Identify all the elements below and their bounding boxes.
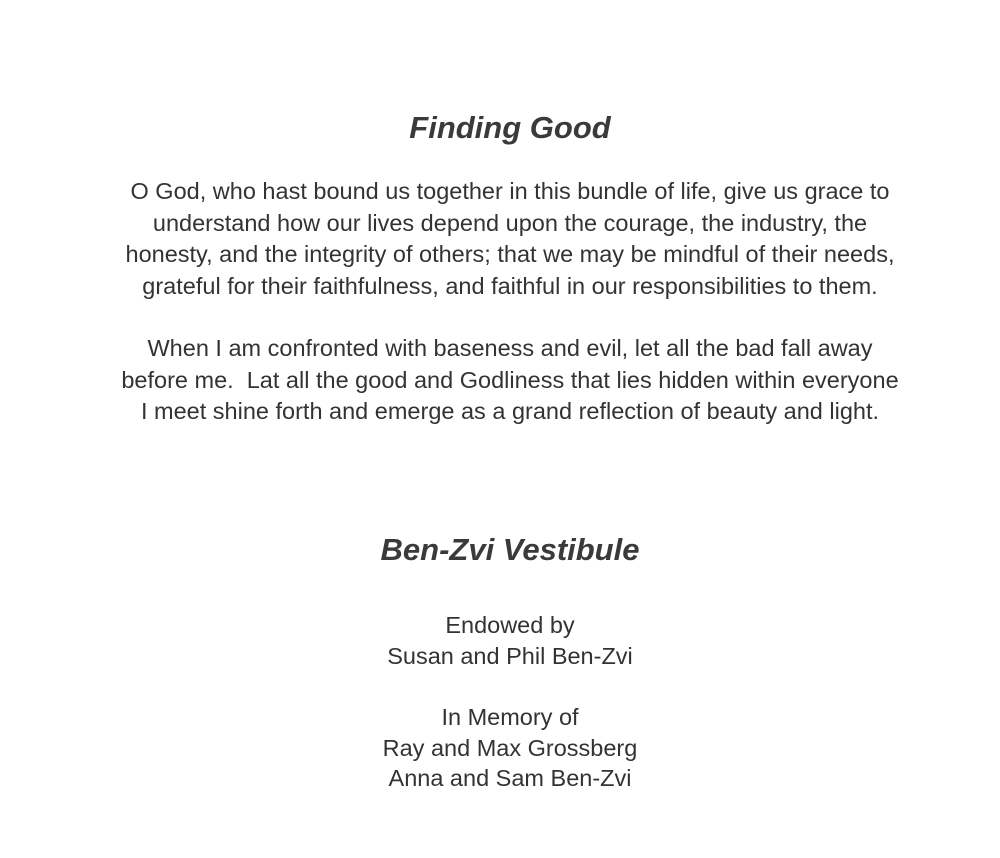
donor-names: Susan and Phil Ben-Zvi: [387, 642, 633, 669]
prayer-line: before me. Lat all the good and Godliness that lies hidden within everyone: [121, 366, 899, 393]
memory-label: In Memory of: [441, 704, 579, 730]
endowed-by-block: [10, 610, 1000, 671]
prayer-line: I meet shine forth and emerge as a grand reflection of beauty and light.: [140, 398, 880, 424]
prayer-line: When I am confronted with baseness and evil, let all the bad fall away: [147, 335, 873, 361]
memorial-names: Ray and Max Grossberg: [382, 734, 638, 761]
prayer-line: grateful for their faithfulness, and faithful in our responsibilities to them.: [142, 272, 878, 299]
in-memory-block: [10, 702, 1000, 794]
prayer-paragraph-1: [10, 176, 1000, 302]
prayer-paragraph-2: [10, 333, 1000, 428]
prayer-title: Finding Good: [409, 110, 611, 145]
vestibule-title: Ben-Zvi Vestibule: [380, 532, 640, 567]
prayer-line: honesty, and the integrity of others; that we may be mindful of their needs,: [125, 241, 895, 267]
prayer-line: O God, who hast bound us together in this bundle of life, give us grace to: [130, 178, 890, 204]
endowed-label: Endowed by: [445, 612, 575, 638]
prayer-line: understand how our lives depend upon the courage, the industry, the: [152, 209, 868, 236]
memorial-names: Anna and Sam Ben-Zvi: [388, 765, 632, 791]
